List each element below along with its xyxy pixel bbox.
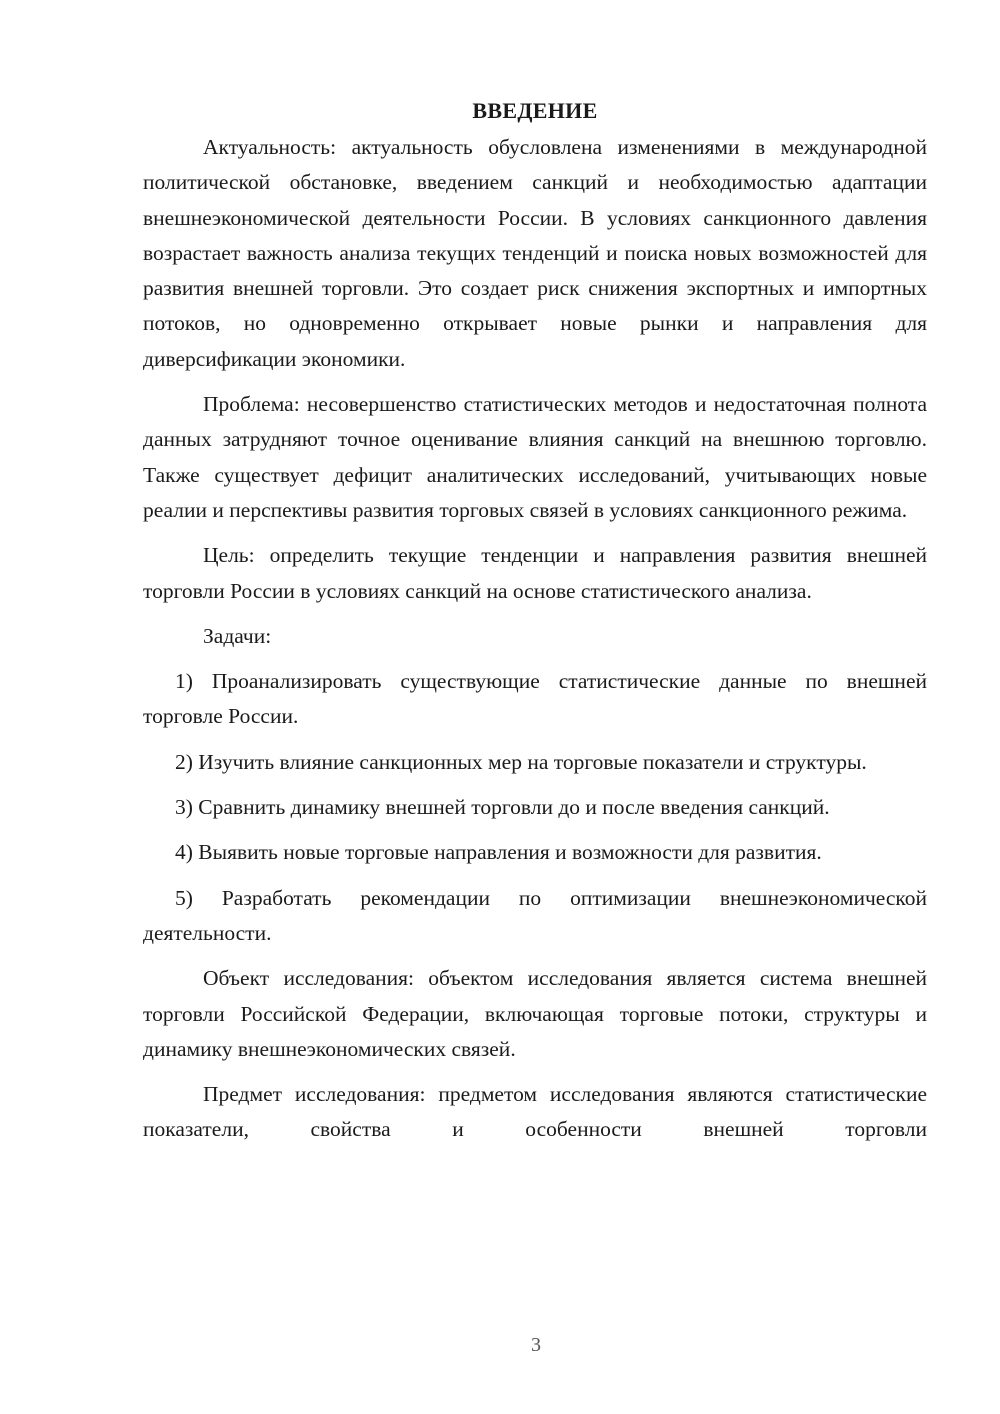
task-item-2: 2) Изучить влияние санкционных мер на торговые показатели и структуры.: [175, 749, 867, 774]
paragraph-subject: Предмет исследования: предметом исследования являются статистические показатели, свойства и особенности внешней торговли: [143, 1082, 927, 1142]
document-page: [143, 96, 927, 1158]
paragraph-relevance: Актуальность: актуальность обусловлена изменениями в международной политической обстановке, введением санкций и необходимостью адаптации внешнеэкономической деятельности России. В условиях санкционного давления возрастает важность анализа текущих тенденций и поиска новых возможностей для развития внешней торговли. Это создает риск снижения экспортных и импортных потоков, но одновременно открывает новые рынки и направления для диверсификации экономики.: [143, 135, 927, 371]
task-item-3: 3) Сравнить динамику внешней торговли до и после введения санкций.: [175, 795, 830, 820]
tasks-heading: Задачи:: [203, 623, 272, 648]
task-item-4: 4) Выявить новые торговые направления и возможности для развития.: [175, 840, 822, 865]
task-item-1: 1) Проанализировать существующие статистические данные по внешней торговле России.: [143, 669, 927, 729]
paragraph-problem: Проблема: несовершенство статистических методов и недостаточная полнота данных затрудняют точное оценивание влияния санкций на внешнюю торговлю. Также существует дефицит аналитических исследований, учитывающих новые реалии и перспективы развития торговых связей в условиях санкционного режима.: [143, 392, 927, 522]
paragraph-goal: Цель: определить текущие тенденции и направления развития внешней торговли России в условиях санкций на основе статистического анализа.: [143, 543, 927, 603]
section-title: ВВЕДЕНИЕ: [472, 98, 598, 123]
page-number: 3: [531, 1334, 541, 1356]
task-item-5: 5) Разработать рекомендации по оптимизации внешнеэкономической деятельности.: [143, 885, 927, 945]
paragraph-object: Объект исследования: объектом исследования является система внешней торговли Российской Федерации, включающая торговые потоки, структуры и динамику внешнеэкономических связей.: [143, 966, 927, 1061]
